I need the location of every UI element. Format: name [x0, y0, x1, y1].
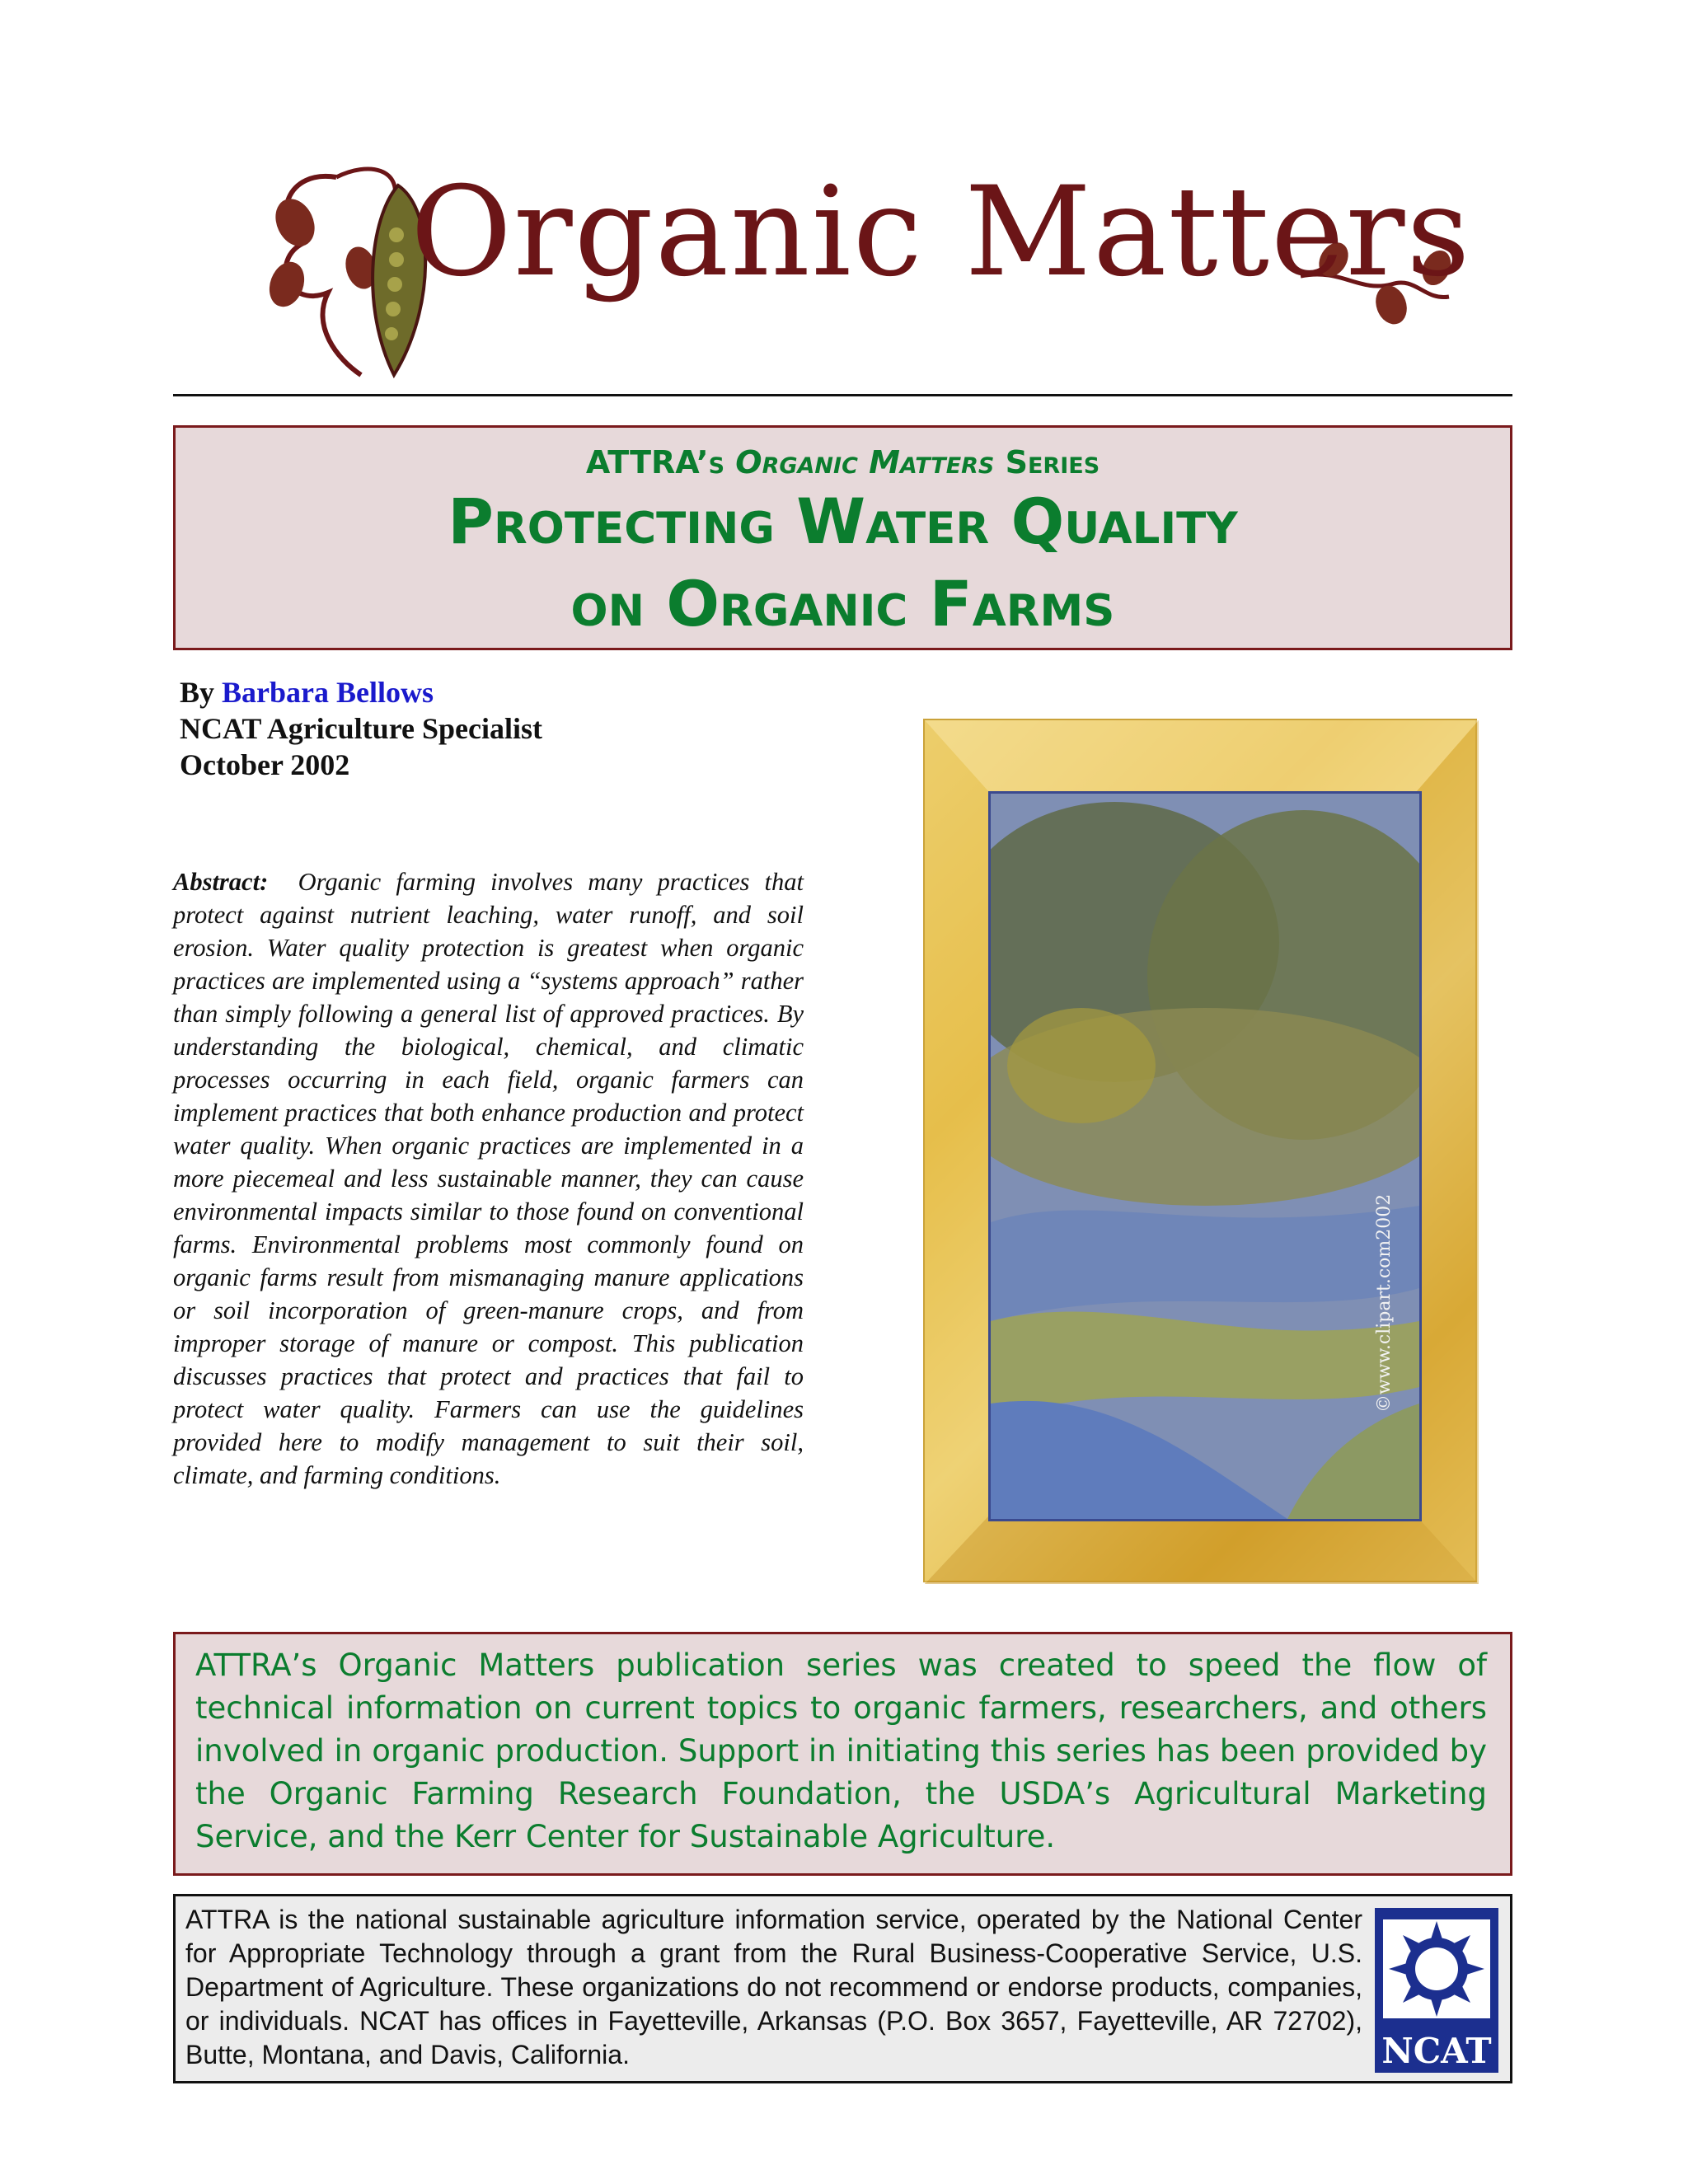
title-box	[173, 425, 1512, 650]
organic-matters-logo	[237, 144, 1474, 383]
photo-frame	[923, 719, 1477, 1582]
author-name: Barbara Bellows	[222, 676, 434, 709]
series-line	[176, 444, 1510, 480]
attra-footer	[173, 1894, 1512, 2083]
byline-by: By	[180, 676, 223, 709]
page-title	[176, 480, 1510, 645]
ncat-logo-text: NCAT	[1381, 2031, 1492, 2071]
abstract-label: Abstract:	[173, 868, 269, 896]
abstract-text: Organic farming involves many practices that protect against nutrient leaching, water runoff, and soil erosion. Water quality protection is greatest when organic practices are implemented using a “systems approach” rather than simply following a general list of approved practices. By understanding the biological, chemical, and climatic processes occurring in each field, organic farmers can implement practices that both enhance production and protect water quality. When organic practices are implemented in a more piecemeal and less sustainable manner, they can cause environmental impacts similar to those found on conventional farms. Environmental problems most commonly found on organic farms result from mismanaging manure applications or soil incorporation of green-manure crops, and from improper storage of manure or compost. This publication discusses practices that protect and practices that fail to protect water quality. Farmers can use the guidelines provided here to modify management to suit their soil, climate, and farming conditions.	[173, 868, 804, 1489]
title-line-1: Protecting Water Quality	[448, 485, 1238, 558]
author-role: NCAT Agriculture Specialist	[180, 712, 542, 745]
series-suffix: Series	[994, 444, 1100, 480]
footer-text: ATTRA is the national sustainable agriculture information service, operated by the National Center for Appropriate Technology through a grant from the Rural Business-Cooperative Service, U.S. Department of Agriculture. These organizations do not recommend or endorse products, companies, or individuals. NCAT has offices in Fayetteville, Arkansas (P.O. Box 3657, Fayetteville, AR 72702), Butte, Montana, and Davis, California.	[185, 1905, 1362, 2069]
byline	[180, 674, 542, 783]
series-name: Organic Matters	[735, 444, 995, 480]
series-info-box	[173, 1632, 1512, 1876]
abstract	[173, 865, 804, 1492]
publication-date: October 2002	[180, 748, 350, 781]
byline-author-line	[180, 674, 542, 710]
header-divider	[173, 394, 1512, 396]
logo-wordmark: Organic Matters	[410, 161, 1472, 304]
title-line-2: on Organic Farms	[570, 567, 1115, 640]
ncat-logo-icon	[1375, 1908, 1498, 2073]
photo-credit: ©www.clipart.com2002	[1374, 1193, 1395, 1413]
series-info-text: ATTRA’s Organic Matters publication series was created to speed the flow of technical information on current topics to organic farmers, researchers, and others involved in organic production. Support in initiating this series has been provided by the Organic Farming Research Foundation, the USDA’s Agricultural Marketing Service, and the Kerr Center for Sustainable Agriculture.	[195, 1647, 1487, 1854]
stream-photo	[988, 791, 1422, 1521]
stream-landscape-image	[991, 794, 1419, 1519]
series-prefix: ATTRA’s	[585, 444, 736, 480]
